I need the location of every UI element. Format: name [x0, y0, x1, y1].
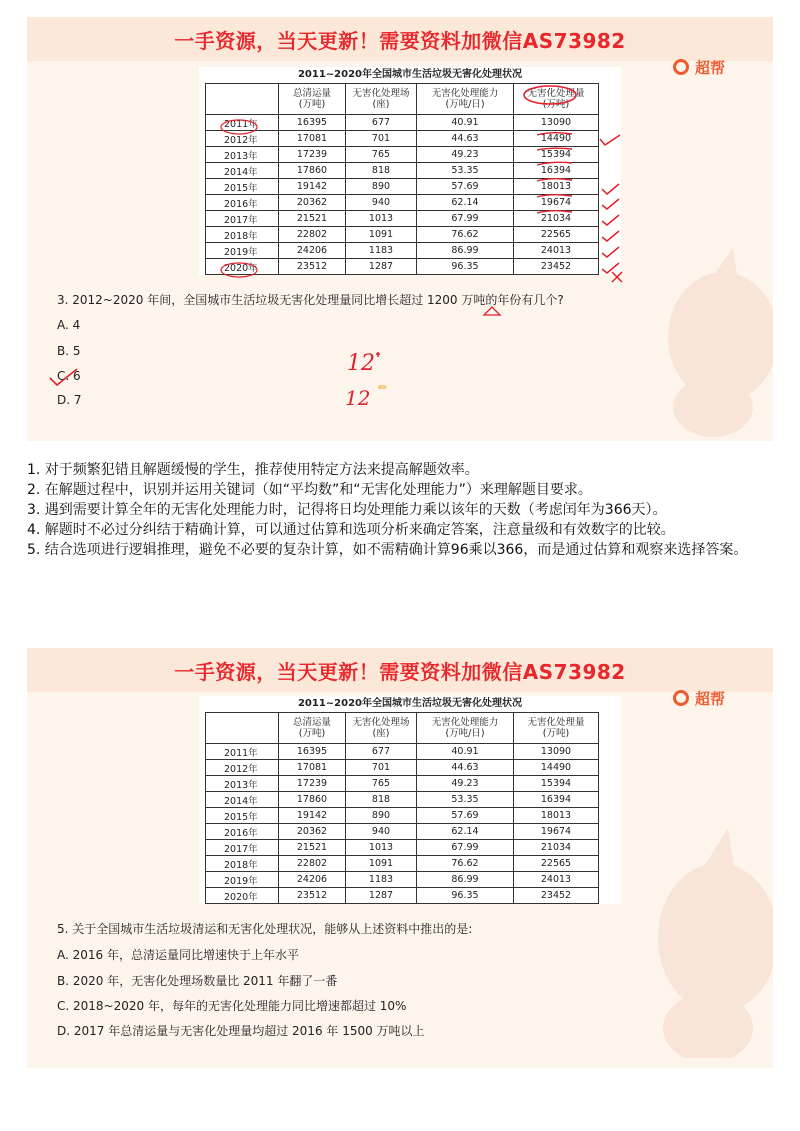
- table-cell: 16395: [279, 744, 346, 760]
- table-cell: 21521: [279, 840, 346, 856]
- logo-text: 超帮: [694, 690, 725, 708]
- table-cell: 1013: [346, 211, 417, 227]
- table-cell: 15394: [514, 147, 599, 163]
- table-cell: 940: [346, 195, 417, 211]
- table-row: [206, 760, 599, 776]
- table-cell: 701: [346, 760, 417, 776]
- table-cell: 17081: [279, 760, 346, 776]
- table-row: [206, 808, 599, 824]
- table-cell: 2013年: [206, 147, 279, 163]
- banner-text: 一手资源，当天更新！需要资料加微信AS73982: [174, 29, 626, 53]
- table-cell: 2017年: [206, 211, 279, 227]
- table-cell: 2015年: [206, 808, 279, 824]
- table-cell: 19674: [514, 824, 599, 840]
- table-cell: 76.62: [417, 856, 514, 872]
- table-row: [206, 744, 599, 760]
- table-cell: 23512: [279, 259, 346, 275]
- option-b[interactable]: B. 2020 年，无害化处理场数量比 2011 年翻了一番: [57, 974, 338, 988]
- table-cell: 2012年: [206, 131, 279, 147]
- question-card-2: [27, 648, 773, 1068]
- header-cell: 无害化处理量 (万吨): [514, 713, 599, 744]
- table-cell: 24206: [279, 872, 346, 888]
- note-item: 4. 解题时不必过分纠结于精确计算，可以通过估算和选项分析来确定答案，注意量级和有效数字的比较。: [27, 522, 675, 538]
- table-row: [206, 856, 599, 872]
- question-5-text: 5. 关于全国城市生活垃圾清运和无害化处理状况，能够从上述资料中推出的是:: [57, 922, 473, 936]
- table-cell: 17239: [279, 776, 346, 792]
- table-cell: 17239: [279, 147, 346, 163]
- table-cell: 22802: [279, 227, 346, 243]
- table-cell: 76.62: [417, 227, 514, 243]
- table-cell: 23512: [279, 888, 346, 904]
- question-card-1: [27, 17, 773, 441]
- table-cell: 67.99: [417, 840, 514, 856]
- table-cell: 2019年: [206, 243, 279, 259]
- table-cell: 2013年: [206, 776, 279, 792]
- table-cell: 24013: [514, 243, 599, 259]
- header-cell: 总清运量 (万吨): [279, 713, 346, 744]
- table-cell: 890: [346, 179, 417, 195]
- note-item: 3. 遇到需要计算全年的无害化处理能力时，记得将日均处理能力乘以该年的天数（考虑闰年为366天）。: [27, 502, 667, 518]
- table-cell: 86.99: [417, 243, 514, 259]
- table-cell: 1287: [346, 888, 417, 904]
- table-cell: 44.63: [417, 760, 514, 776]
- table-cell: 62.14: [417, 824, 514, 840]
- table-cell: 44.63: [417, 131, 514, 147]
- brand-logo: [673, 688, 725, 709]
- table-cell: 22565: [514, 227, 599, 243]
- table-cell: 17081: [279, 131, 346, 147]
- table-cell: 13090: [514, 115, 599, 131]
- table-cell: 2020年: [206, 888, 279, 904]
- table-caption: 2011~2020年全国城市生活垃圾无害化处理状况: [297, 698, 523, 709]
- question-3-text: 3. 2012~2020 年间，全国城市生活垃圾无害化处理量同比增长超过 1200 万吨的年份有几个?: [57, 293, 564, 307]
- stats-table: [205, 712, 599, 904]
- header-cell: 无害化处理量 (万吨): [514, 84, 599, 115]
- table-row: [206, 792, 599, 808]
- table-cell: 1013: [346, 840, 417, 856]
- table-cell: 14490: [514, 131, 599, 147]
- logo-icon: [673, 690, 689, 706]
- table-cell: 765: [346, 147, 417, 163]
- option-a[interactable]: A. 2016 年，总清运量同比增速快于上年水平: [57, 948, 299, 962]
- table-cell: 1091: [346, 227, 417, 243]
- table-cell: 1091: [346, 856, 417, 872]
- table-cell: 19142: [279, 179, 346, 195]
- table-cell: 21521: [279, 211, 346, 227]
- header-cell: 无害化处理场 (座): [346, 84, 417, 115]
- table-cell: 67.99: [417, 211, 514, 227]
- table-cell: 19674: [514, 195, 599, 211]
- table-cell: 18013: [514, 179, 599, 195]
- table-cell: 818: [346, 792, 417, 808]
- table-header-row: [206, 713, 599, 744]
- table-cell: 818: [346, 163, 417, 179]
- logo-text: 超帮: [694, 59, 725, 77]
- table-cell: 2018年: [206, 227, 279, 243]
- study-notes: [27, 460, 777, 560]
- table-cell: 22802: [279, 856, 346, 872]
- header-cell: 无害化处理能力 (万吨/日): [417, 713, 514, 744]
- table-cell: 53.35: [417, 163, 514, 179]
- table-cell: 40.91: [417, 744, 514, 760]
- table-cell: 890: [346, 808, 417, 824]
- table-row: [206, 888, 599, 904]
- table-cell: 16394: [514, 792, 599, 808]
- banner-text: 一手资源，当天更新！需要资料加微信AS73982: [174, 660, 626, 684]
- table-cell: 20362: [279, 824, 346, 840]
- table-cell: 96.35: [417, 888, 514, 904]
- table-cell: 701: [346, 131, 417, 147]
- handwritten-marks: [27, 17, 773, 441]
- table-cell: 940: [346, 824, 417, 840]
- table-cell: 53.35: [417, 792, 514, 808]
- option-b[interactable]: B. 5: [57, 344, 81, 358]
- handwritten-12-b: 12: [345, 386, 371, 410]
- table-cell: 17860: [279, 163, 346, 179]
- header-cell: 无害化处理能力 (万吨/日): [417, 84, 514, 115]
- table-cell: 2020年: [206, 259, 279, 275]
- table-cell: 2018年: [206, 856, 279, 872]
- table-cell: 16395: [279, 115, 346, 131]
- table-cell: 15394: [514, 776, 599, 792]
- handwritten-12-a: 12: [347, 351, 375, 376]
- table-cell: 13090: [514, 744, 599, 760]
- table-cell: 2014年: [206, 792, 279, 808]
- header-cell: 总清运量 (万吨): [279, 84, 346, 115]
- table-cell: 22565: [514, 856, 599, 872]
- table-cell: 14490: [514, 760, 599, 776]
- table-cell: 1183: [346, 243, 417, 259]
- pencil-icon: ✏: [378, 381, 388, 394]
- table-cell: 2016年: [206, 195, 279, 211]
- note-item: 1. 对于频繁犯错且解题缓慢的学生，推荐使用特定方法来提高解题效率。: [27, 462, 479, 478]
- option-c[interactable]: C. 2018~2020 年，每年的无害化处理能力同比增速都超过 10%: [57, 999, 407, 1013]
- table-cell: 40.91: [417, 115, 514, 131]
- table-cell: 57.69: [417, 808, 514, 824]
- table-row: [206, 824, 599, 840]
- table-cell: 1287: [346, 259, 417, 275]
- option-a[interactable]: A. 4: [57, 318, 81, 332]
- table-cell: 677: [346, 744, 417, 760]
- table-cell: 2012年: [206, 760, 279, 776]
- table-cell: 21034: [514, 840, 599, 856]
- option-d[interactable]: D. 7: [57, 393, 82, 407]
- table-cell: 23452: [514, 259, 599, 275]
- table-cell: 49.23: [417, 147, 514, 163]
- stats-table-container: [199, 696, 621, 904]
- table-cell: 2019年: [206, 872, 279, 888]
- mascot-watermark-icon: [643, 828, 773, 1058]
- table-cell: 17860: [279, 792, 346, 808]
- table-cell: 20362: [279, 195, 346, 211]
- table-cell: 57.69: [417, 179, 514, 195]
- table-row: [206, 840, 599, 856]
- table-cell: 24206: [279, 243, 346, 259]
- table-cell: 49.23: [417, 776, 514, 792]
- table-row: [206, 872, 599, 888]
- table-cell: 62.14: [417, 195, 514, 211]
- table-cell: 24013: [514, 872, 599, 888]
- table-cell: 677: [346, 115, 417, 131]
- table-cell: 2017年: [206, 840, 279, 856]
- option-d[interactable]: D. 2017 年总清运量与无害化处理量均超过 2016 年 1500 万吨以上: [57, 1024, 425, 1038]
- table-cell: 19142: [279, 808, 346, 824]
- table-cell: 2015年: [206, 179, 279, 195]
- table-caption: 2011~2020年全国城市生活垃圾无害化处理状况: [297, 69, 523, 80]
- table-cell: 21034: [514, 211, 599, 227]
- promo-banner: [27, 648, 773, 692]
- table-cell: 96.35: [417, 259, 514, 275]
- table-cell: 765: [346, 776, 417, 792]
- header-cell: [206, 713, 279, 744]
- table-cell: 1183: [346, 872, 417, 888]
- table-cell: 2011年: [206, 115, 279, 131]
- table-row: [206, 776, 599, 792]
- table-cell: 2011年: [206, 744, 279, 760]
- table-cell: 16394: [514, 163, 599, 179]
- table-cell: 86.99: [417, 872, 514, 888]
- table-cell: 2014年: [206, 163, 279, 179]
- option-c[interactable]: C. 6: [57, 369, 81, 383]
- note-item: 5. 结合选项进行逻辑推理，避免不必要的复杂计算，如不需精确计算96乘以366，而是通过估算和观察来选择答案。: [27, 542, 748, 558]
- note-item: 2. 在解题过程中，识别并运用关键词（如“平均数”和“无害化处理能力”）来理解题目要求。: [27, 482, 592, 498]
- header-cell: 无害化处理场 (座): [346, 713, 417, 744]
- table-cell: 23452: [514, 888, 599, 904]
- table-cell: 18013: [514, 808, 599, 824]
- table-cell: 2016年: [206, 824, 279, 840]
